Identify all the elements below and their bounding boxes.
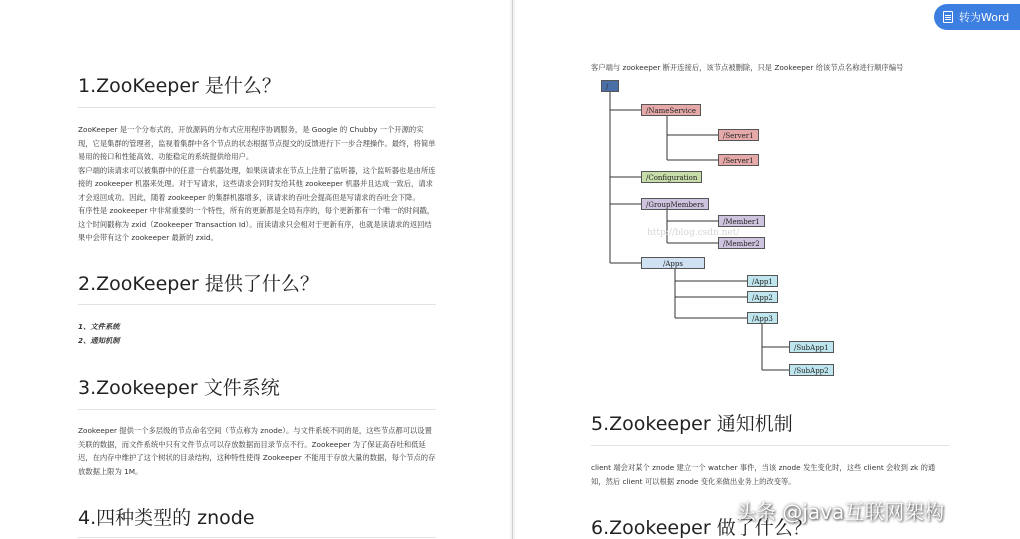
znode-tree-diagram [515,0,1020,400]
tree-node-root: / [601,80,619,92]
tree-node-apps: /Apps [641,257,705,269]
tree-node-member1: /Member1 [718,215,765,227]
feature-list [78,320,120,348]
list-item: 2、通知机制 [78,336,120,345]
section-title-1: 1.ZooKeeper 是什么？ [78,75,281,97]
document-page-right [515,0,1020,539]
section-1-body [78,123,436,245]
section-divider [591,445,949,446]
tree-node-app3: /App3 [747,312,778,324]
tree-node-server1-second: /Server1 [718,154,759,166]
tree-node-app2: /App2 [747,291,778,303]
tree-node-configuration: /Configuration [641,171,702,183]
tree-node-nameservice: /NameService [641,104,701,116]
tree-node-subapp2: /SubApp2 [789,364,834,376]
tree-node-member2: /Member2 [718,237,765,249]
section-title-6: 6.Zookeeper 做了什么？ [591,517,812,539]
diagram-watermark: http://blog.csdn.net/ [647,228,740,238]
toutiao-watermark: 头条 @java互联网架构 [736,500,945,524]
page-divider [512,0,513,539]
tree-node-server1: /Server1 [718,129,759,141]
tree-connectors [515,0,1020,400]
word-doc-icon [943,11,953,23]
list-item: 1、文件系统 [78,322,120,331]
section-3-body [78,424,436,478]
paragraph: 有序性是 zookeeper 中非常重要的一个特性，所有的更新都是全局有序的，每个更新都有一个唯一的时间戳，这个时间戳称为 zxid（Zookeeper Transaction Id）。而读请求只会相对于更新有序，也就是读请求的返回结果中会带有这个 zookeeper 最新的 zxid。 [78,206,435,242]
section-title-2: 2.ZooKeeper 提供了什么？ [78,273,319,295]
paragraph: Zookeeper 提供一个多层级的节点命名空间（节点称为 znode）。与文件系统不同的是，这些节点都可以设置关联的数据，而文件系统中只有文件节点可以存放数据而目录节点不行。Zookeeper 为了保证高吞吐和低延迟，在内存中维护了这个树状的目录结构，这种特性使得 Zookeeper 不能用于存放大量的数据，每个节点的存放数据上限为 1M。 [78,426,436,476]
section-title-3: 3.Zookeeper 文件系统 [78,377,280,399]
section-divider [78,304,436,305]
tree-node-groupmembers: /GroupMembers [641,198,709,210]
section-divider [78,409,436,410]
section-title-5: 5.Zookeeper 通知机制 [591,413,793,435]
convert-to-word-button[interactable] [934,4,1020,30]
section-divider [78,107,436,108]
paragraph: 客户端的读请求可以被集群中的任意一台机器处理，如果读请求在节点上注册了监听器，这个监听器也是由所连接的 zookeeper 机器来处理。对于写请求，这些请求会同时发给其他 zookeeper 机器并且达成一致后，请求才会返回成功。因此，随着 zookeeper 的集群机器增多，读请求的吞吐会提高但是写请求的吞吐会下降。 [78,165,436,202]
ephemeral-node-note: 客户端与 zookeeper 断开连接后，该节点被删除，只是 Zookeeper 给该节点名称进行顺序编号 [591,63,904,72]
section-divider [78,537,436,538]
section-title-4: 4.四种类型的 znode [78,507,255,529]
tree-node-subapp1: /SubApp1 [789,341,834,353]
convert-to-word-label: 转为Word [959,11,1010,24]
tree-node-app1: /App1 [747,275,778,287]
paragraph: ZooKeeper 是一个分布式的，开放源码的分布式应用程序协调服务，是 Google 的 Chubby 一个开源的实现，它是集群的管理者，监视着集群中各个节点的状态根据节点提交的反馈进行下一步合理操作。最终，将简单易用的接口和性能高效、功能稳定的系统提供给用户。 [78,125,436,161]
section-5-body: client 端会对某个 znode 建立一个 watcher 事件，当该 znode 发生变化时，这些 client 会收到 zk 的通知，然后 client 可以根据 znode 变化来做出业务上的改变等。 [591,463,936,486]
